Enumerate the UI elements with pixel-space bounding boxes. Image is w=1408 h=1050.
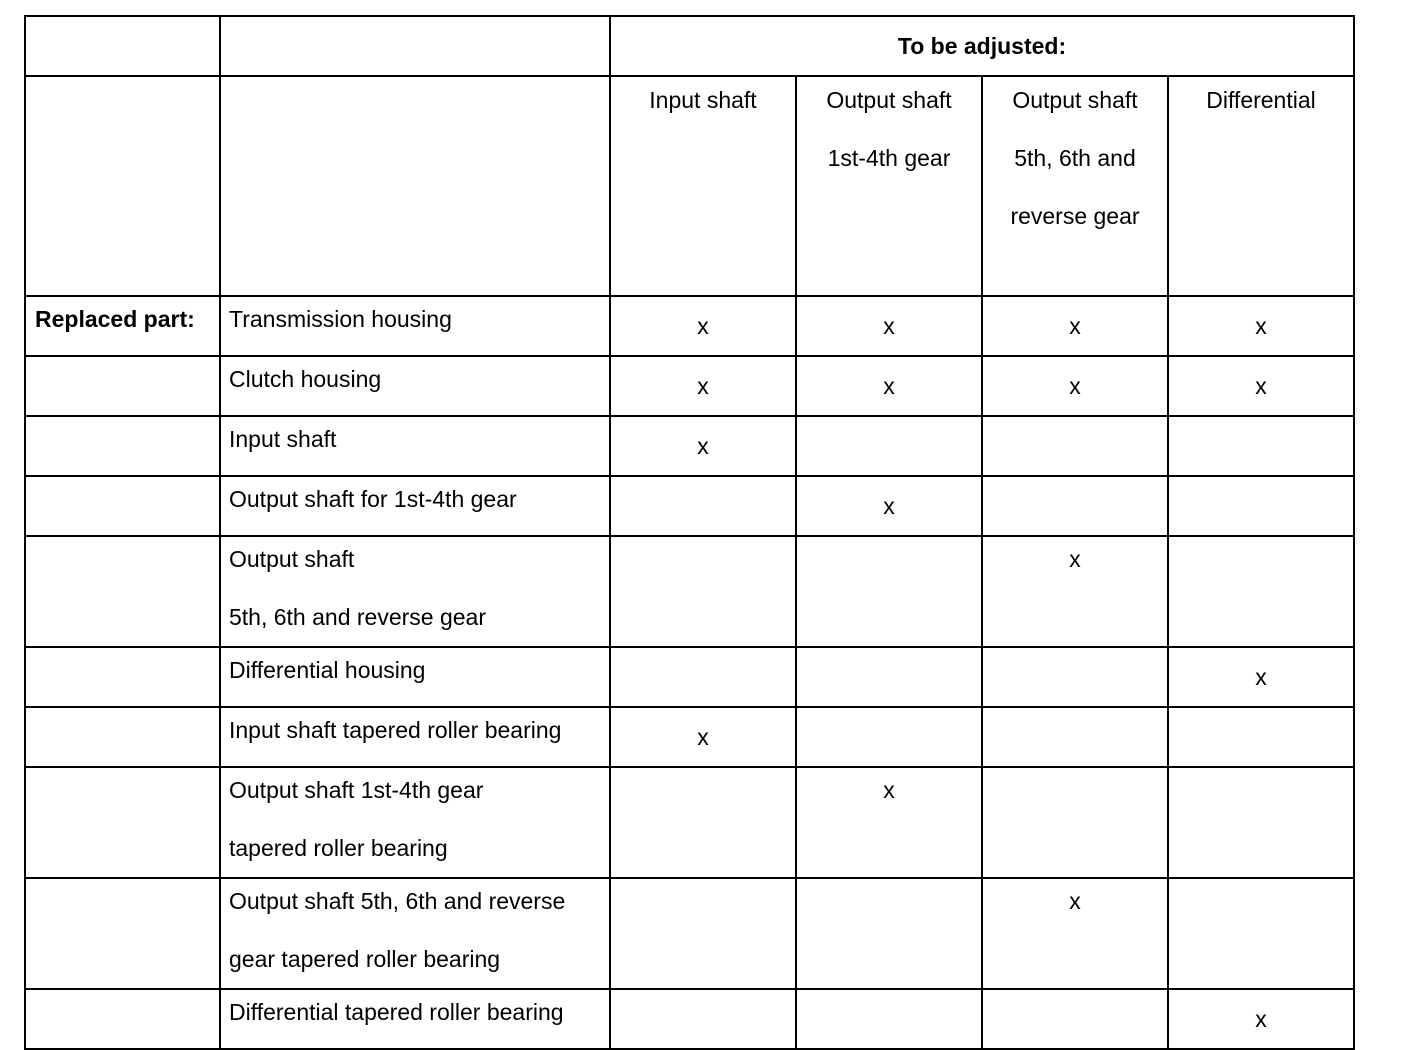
mark-cell: x — [610, 296, 796, 356]
part-name-line: Output shaft for 1st-4th gear — [229, 486, 517, 512]
column-header-line: Input shaft — [649, 87, 757, 113]
part-name-line: Differential housing — [229, 657, 426, 683]
empty-label-cell — [25, 416, 220, 476]
mark-cell — [610, 647, 796, 707]
column-header-line: 5th, 6th and — [1014, 145, 1136, 171]
mark-cell — [982, 767, 1168, 878]
mark-cell: x — [1168, 296, 1354, 356]
column-header-line: Output shaft — [826, 87, 952, 113]
mark-cell — [982, 536, 1168, 647]
replaced-part-label: Replaced part: — [25, 296, 220, 356]
column-header-line: Differential — [1206, 87, 1316, 113]
part-name — [220, 707, 610, 767]
mark-cell: x — [796, 476, 982, 536]
part-name — [220, 989, 610, 1049]
column-header-input-shaft — [610, 76, 796, 296]
table-row — [25, 707, 1354, 767]
mark-cell — [796, 647, 982, 707]
mark-cell: x — [610, 356, 796, 416]
mark-cell — [1168, 536, 1354, 647]
mark-cell — [982, 416, 1168, 476]
mark-cell: x — [610, 416, 796, 476]
adjustment-table — [24, 15, 1355, 1050]
part-name-line: Differential tapered roller bearing — [229, 999, 564, 1025]
empty-label-cell — [25, 356, 220, 416]
table-row — [25, 878, 1354, 989]
empty-corner-cell — [25, 76, 220, 296]
table-row — [25, 476, 1354, 536]
header-row-top — [25, 16, 1354, 76]
mark-cell — [1168, 707, 1354, 767]
mark-cell: x — [982, 356, 1168, 416]
part-name-line: Clutch housing — [229, 366, 382, 392]
mark-cell — [982, 878, 1168, 989]
part-name — [220, 878, 610, 989]
mark-cell — [796, 989, 982, 1049]
empty-label-cell — [25, 476, 220, 536]
part-name-line: Output shaft — [229, 546, 355, 572]
mark-cell — [610, 767, 796, 878]
part-name — [220, 767, 610, 878]
mark-cell — [982, 647, 1168, 707]
mark-cell: x — [1168, 356, 1354, 416]
header-row-columns — [25, 76, 1354, 296]
empty-label-cell — [25, 707, 220, 767]
table-row — [25, 767, 1354, 878]
mark: x — [1069, 888, 1081, 914]
mark-cell — [796, 707, 982, 767]
table-row — [25, 296, 1354, 356]
part-name-line: Transmission housing — [229, 306, 452, 332]
to-be-adjusted-heading: To be adjusted: — [610, 16, 1354, 76]
part-name — [220, 356, 610, 416]
mark-cell — [982, 989, 1168, 1049]
empty-label-cell — [25, 647, 220, 707]
column-header-differential — [1168, 76, 1354, 296]
mark-cell — [982, 707, 1168, 767]
part-name-line: Output shaft 5th, 6th and reverse — [229, 888, 566, 914]
column-header-line: Output shaft — [1012, 87, 1138, 113]
table-row — [25, 989, 1354, 1049]
column-header-output-shaft-5-6-r — [982, 76, 1168, 296]
mark-cell: x — [796, 356, 982, 416]
mark-cell — [796, 536, 982, 647]
part-name — [220, 416, 610, 476]
mark-cell — [1168, 878, 1354, 989]
empty-header-cell — [220, 16, 610, 76]
mark-cell — [796, 416, 982, 476]
column-header-line: reverse gear — [1010, 203, 1140, 229]
mark: x — [1069, 546, 1081, 572]
mark-cell — [610, 878, 796, 989]
mark-cell — [1168, 416, 1354, 476]
empty-label-cell — [25, 767, 220, 878]
part-name — [220, 536, 610, 647]
mark-cell: x — [610, 707, 796, 767]
mark-cell: x — [796, 296, 982, 356]
part-name — [220, 476, 610, 536]
mark-cell: x — [982, 296, 1168, 356]
mark-cell — [796, 767, 982, 878]
mark-cell — [982, 476, 1168, 536]
column-header-output-shaft-1-4 — [796, 76, 982, 296]
part-name-line: Input shaft — [229, 426, 337, 452]
mark-cell: x — [1168, 989, 1354, 1049]
column-header-line: 1st-4th gear — [827, 145, 951, 171]
empty-label-cell — [25, 878, 220, 989]
table-row — [25, 647, 1354, 707]
part-name-line: tapered roller bearing — [229, 835, 448, 861]
empty-label-cell — [25, 989, 220, 1049]
mark-cell — [1168, 476, 1354, 536]
part-name-line: gear tapered roller bearing — [229, 946, 501, 972]
table-row — [25, 416, 1354, 476]
table-row — [25, 356, 1354, 416]
mark: x — [883, 777, 895, 803]
mark-cell — [610, 476, 796, 536]
mark-cell — [1168, 767, 1354, 878]
empty-header-cell — [220, 76, 610, 296]
part-name — [220, 647, 610, 707]
part-name-line: Input shaft tapered roller bearing — [229, 717, 562, 743]
empty-label-cell — [25, 536, 220, 647]
part-name-line: 5th, 6th and reverse gear — [229, 604, 486, 630]
part-name-line: Output shaft 1st-4th gear — [229, 777, 484, 803]
mark-cell — [610, 989, 796, 1049]
mark-cell — [610, 536, 796, 647]
mark-cell: x — [1168, 647, 1354, 707]
table-row — [25, 536, 1354, 647]
empty-corner-cell — [25, 16, 220, 76]
part-name — [220, 296, 610, 356]
mark-cell — [796, 878, 982, 989]
